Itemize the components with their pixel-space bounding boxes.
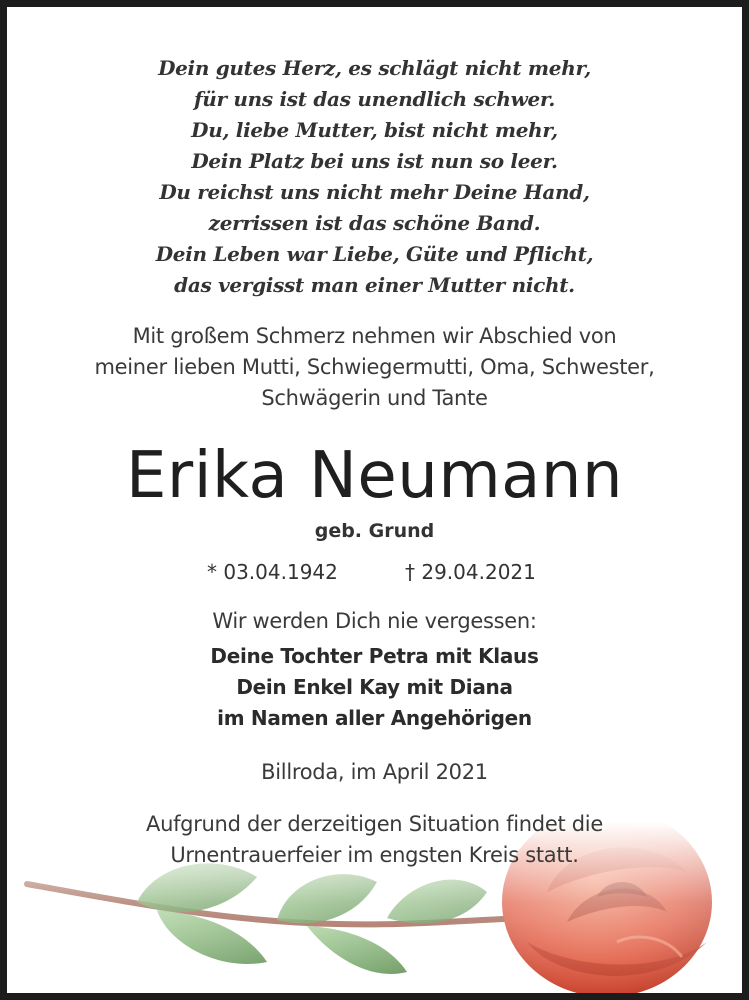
life-dates: [7, 557, 742, 587]
deceased-name: Erika Neumann: [125, 439, 624, 513]
farewell-intro: [7, 321, 742, 414]
birth-date: * 03.04.1942: [207, 560, 338, 584]
poem-line: Du, liebe Mutter, bist nicht mehr,: [191, 118, 558, 142]
poem-line: für uns ist das unendlich schwer.: [193, 87, 556, 111]
mourners: [7, 641, 742, 734]
remember-line: Wir werden Dich nie vergessen:: [212, 609, 537, 633]
poem-line: Du reichst uns nicht mehr Deine Hand,: [159, 180, 590, 204]
poem-line: zerrissen ist das schöne Band.: [208, 211, 541, 235]
poem-line: Dein gutes Herz, es schlägt nicht mehr,: [158, 56, 591, 80]
maiden-name: geb. Grund: [314, 520, 435, 542]
poem-line: das vergisst man einer Mutter nicht.: [174, 273, 575, 297]
place-date: Billroda, im April 2021: [261, 760, 488, 784]
intro-line: Mit großem Schmerz nehmen wir Abschied von: [132, 324, 617, 348]
mourner-line: Deine Tochter Petra mit Klaus: [210, 644, 539, 668]
note-line: Aufgrund der derzeitigen Situation findet die: [146, 812, 603, 836]
poem-line: Dein Platz bei uns ist nun so leer.: [191, 149, 558, 173]
poem: [7, 53, 742, 301]
note-line: Urnentrauerfeier im engsten Kreis statt.: [170, 843, 579, 867]
intro-line: Schwägerin und Tante: [261, 386, 488, 410]
ceremony-note: [7, 809, 742, 871]
mourner-line: im Namen aller Angehörigen: [217, 706, 532, 730]
mourner-line: Dein Enkel Kay mit Diana: [236, 675, 513, 699]
death-date: † 29.04.2021: [405, 560, 536, 584]
intro-line: meiner lieben Mutti, Schwiegermutti, Oma, Schwester,: [94, 355, 655, 379]
poem-line: Dein Leben war Liebe, Güte und Pflicht,: [155, 242, 594, 266]
